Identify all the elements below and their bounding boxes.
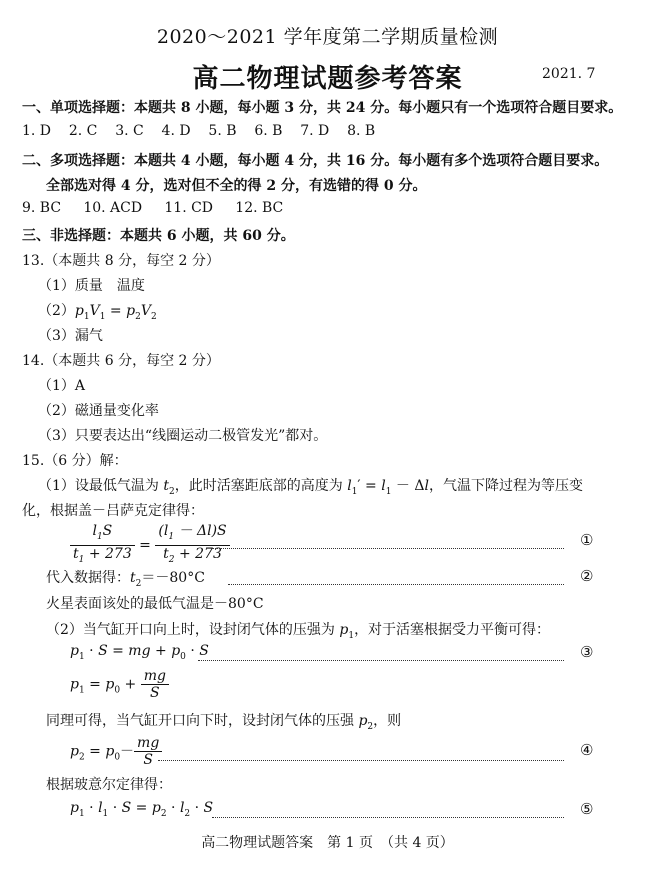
boyle-law-line: 根据玻意尔定律得： [46, 777, 172, 793]
eq2-mark: ② [580, 567, 594, 585]
q15-p1-text-a: （1）设最低气温为 [38, 478, 159, 494]
eq4-fraction: $\frac{mg}{S}$ [134, 735, 162, 768]
exam-date: 2021. 7 [542, 66, 596, 82]
answer-2: 2. C [68, 123, 98, 139]
mars-conclusion: 火星表面该处的最低气温是－80°C [46, 596, 264, 612]
answer-11: 11. CD [164, 200, 214, 216]
equation-5: $p_1 \cdot l_1 \cdot S = p_2 \cdot l_2 \cdot S$ [70, 800, 214, 819]
section2-heading-cont: 全部选对得 4 分，选对但不全的得 2 分，有选错的得 0 分。 [46, 178, 427, 194]
q13-answer1: （1）质量 温度 [38, 278, 145, 294]
q14-answer1: （1）A [38, 378, 86, 394]
answer-6: 6. B [254, 123, 283, 139]
q15-part1-line2: 化，根据盖－吕萨克定律得： [22, 503, 204, 519]
section2-answers [22, 200, 283, 216]
section2-heading: 二、多项选择题：本题共 4 小题，每小题 4 分，共 16 分。每小题有多个选项符合题目要求。 [22, 153, 609, 169]
eq1-right-fraction: $\frac{(l_1 - \Delta l)S}{t_2 + 273}$ [155, 523, 229, 568]
exam-title-line2: 高二物理试题参考答案 [192, 64, 463, 94]
answer-10: 10. ACD [83, 200, 143, 216]
section3-heading: 三、非选择题：本题共 6 小题，共 60 分。 [22, 228, 295, 244]
section1-answers [22, 123, 375, 139]
eq5-leader [212, 802, 564, 821]
q14-answer2: （2）磁通量变化率 [38, 403, 159, 419]
q15-head: 15.（6 分）解： [22, 453, 128, 469]
same-reasoning: 同理可得，当气缸开口向下时，设封闭气体的压强 $p_2$，则 [46, 713, 402, 732]
p2-text-a: （2）当气缸开口向上时，设封闭气体的压强为 [46, 622, 335, 638]
q13-answer2: $(2)p_1V_1 = p_2V_2$ [38, 303, 157, 322]
eq1-left-fraction: $\frac{l_1S}{t_1 + 273}$ [70, 523, 135, 568]
substitution-line: 代入数据得：$t_2=-80^\circ C$ [46, 570, 205, 589]
page-footer: 高二物理试题答案 第 1 页 （共 4 页） [201, 835, 454, 851]
eq2-leader [228, 569, 564, 588]
q15-part1-line1: （1）设最低气温为 $t_2$，此时活塞距底部的高度为 $l_1' = l_1 - \Delta l$，气温下降过程为等压变 [38, 478, 583, 497]
p2-text-b: ，对于活塞根据受力平衡可得： [354, 622, 551, 638]
eq4-mark: ④ [580, 741, 594, 759]
equation-1: $\frac{l_1S}{t_1 + 273}$ = $\frac{(l_1 - \Delta l)S}{t_2 + 273}$ [70, 523, 230, 568]
sub-value: ＝－80°C [141, 570, 205, 586]
answer-7: 7. D [300, 123, 330, 139]
q13-answer2-label: （2） [38, 303, 75, 319]
q14-head: 14.（本题共 6 分，每空 2 分） [22, 353, 220, 369]
answer-5: 5. B [208, 123, 237, 139]
q15-p1-text-b: ，此时活塞距底部的高度为 [174, 478, 343, 494]
eq3-mark: ③ [580, 643, 594, 661]
eq5-mark: ⑤ [580, 800, 594, 818]
eq3-leader [198, 645, 564, 664]
answer-12: 12. BC [235, 200, 284, 216]
q15-part2-line: （2）当气缸开口向上时，设封闭气体的压强为 $p_1$，对于活塞根据受力平衡可得： [46, 622, 551, 641]
q13-answer3: （3）漏气 [38, 328, 103, 344]
same-text-b: ，则 [373, 713, 402, 729]
section1-heading: 一、单项选择题：本题共 8 小题，每小题 3 分，共 24 分。每小题只有一个选项符合题目要求。 [22, 100, 623, 116]
eqp1-fraction: $\frac{mg}{S}$ [141, 668, 169, 701]
equation-3: $p_1 \cdot S$ = mg + $p_0 \cdot S$ [70, 643, 209, 662]
sub-text: 代入数据得： [46, 570, 130, 586]
eq1-leader [212, 533, 564, 552]
answer-9: 9. BC [22, 200, 62, 216]
answer-8: 8. B [347, 123, 376, 139]
answer-3: 3. C [115, 123, 144, 139]
answer-1: 1. D [22, 123, 52, 139]
q14-answer3: （3）只要表达出“线圈运动二极管发光”都对。 [38, 428, 328, 444]
eq1-mark: ① [580, 531, 594, 549]
exam-title-line1: 2020～2021 学年度第二学期质量检测 [156, 26, 499, 48]
eq4-leader [158, 745, 564, 764]
q15-p1-text-c: ，气温下降过程为等压变 [428, 478, 583, 494]
equation-4: $p_2 = p_0-$ $\frac{mg}{S}$ [70, 735, 162, 768]
equation-p1: $p_1 = p_0$ + $\frac{mg}{S}$ [70, 668, 169, 701]
same-text-a: 同理可得，当气缸开口向下时，设封闭气体的压强 [46, 713, 354, 729]
answer-4: 4. D [161, 123, 191, 139]
q13-head: 13.（本题共 8 分，每空 2 分） [22, 253, 220, 269]
